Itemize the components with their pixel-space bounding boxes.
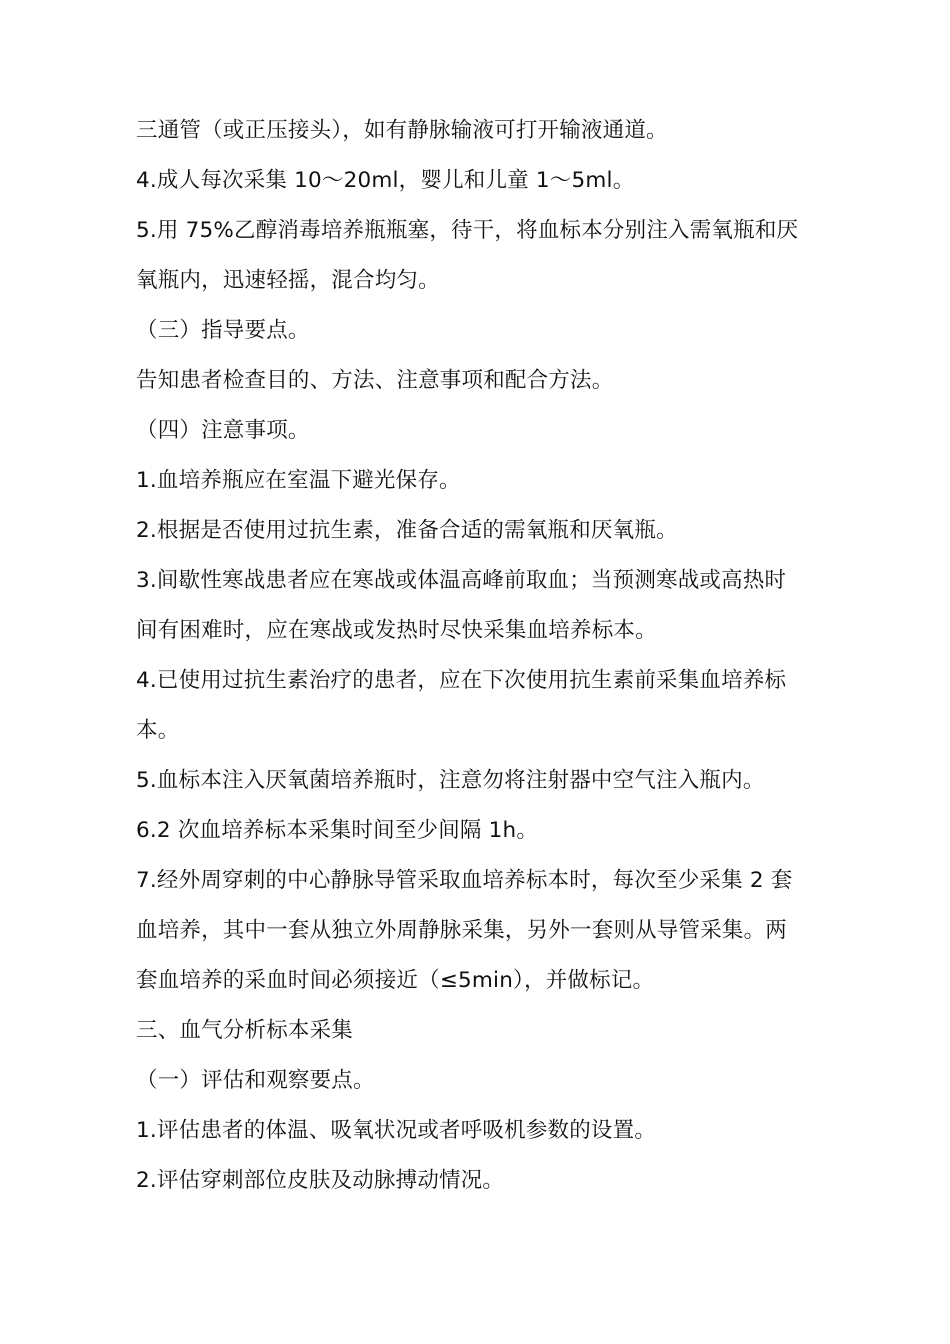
section-heading: （四）注意事项。 bbox=[136, 418, 310, 443]
text-line: 5.用 75%乙醇消毒培养瓶瓶塞，待干，将血标本分别注入需氧瓶和厌 bbox=[136, 218, 799, 243]
text-line: 1.评估患者的体温、吸氧状况或者呼吸机参数的设置。 bbox=[136, 1118, 657, 1143]
text-line: 5.血标本注入厌氧菌培养瓶时，注意勿将注射器中空气注入瓶内。 bbox=[136, 768, 765, 793]
text-line: 7.经外周穿刺的中心静脉导管采取血培养标本时，每次至少采集 2 套 bbox=[136, 868, 793, 893]
text-line: 本。 bbox=[136, 718, 180, 743]
text-line: 6.2 次血培养标本采集时间至少间隔 1h。 bbox=[136, 818, 539, 843]
text-line: 4.已使用过抗生素治疗的患者，应在下次使用抗生素前采集血培养标 bbox=[136, 668, 787, 693]
text-line: 告知患者检查目的、方法、注意事项和配合方法。 bbox=[136, 368, 614, 393]
document-body bbox=[136, 106, 836, 1206]
text-line: 2.评估穿刺部位皮肤及动脉搏动情况。 bbox=[136, 1168, 505, 1193]
text-line: 2.根据是否使用过抗生素，准备合适的需氧瓶和厌氧瓶。 bbox=[136, 518, 678, 543]
text-line: 套血培养的采血时间必须接近（≤5min），并做标记。 bbox=[136, 968, 655, 993]
text-line: 血培养，其中一套从独立外周静脉采集，另外一套则从导管采集。两 bbox=[136, 918, 788, 943]
text-line: 氧瓶内，迅速轻摇，混合均匀。 bbox=[136, 268, 440, 293]
text-line: 3.间歇性寒战患者应在寒战或体温高峰前取血；当预测寒战或高热时 bbox=[136, 568, 787, 593]
section-heading: 三、血气分析标本采集 bbox=[136, 1018, 354, 1043]
section-heading: （一）评估和观察要点。 bbox=[136, 1068, 375, 1093]
text-line: 间有困难时，应在寒战或发热时尽快采集血培养标本。 bbox=[136, 618, 657, 643]
text-line: 1.血培养瓶应在室温下避光保存。 bbox=[136, 468, 461, 493]
text-line: 三通管（或正压接头），如有静脉输液可打开输液通道。 bbox=[136, 118, 668, 143]
section-heading: （三）指导要点。 bbox=[136, 318, 310, 343]
text-line: 4.成人每次采集 10～20ml，婴儿和儿童 1～5ml。 bbox=[136, 168, 635, 193]
